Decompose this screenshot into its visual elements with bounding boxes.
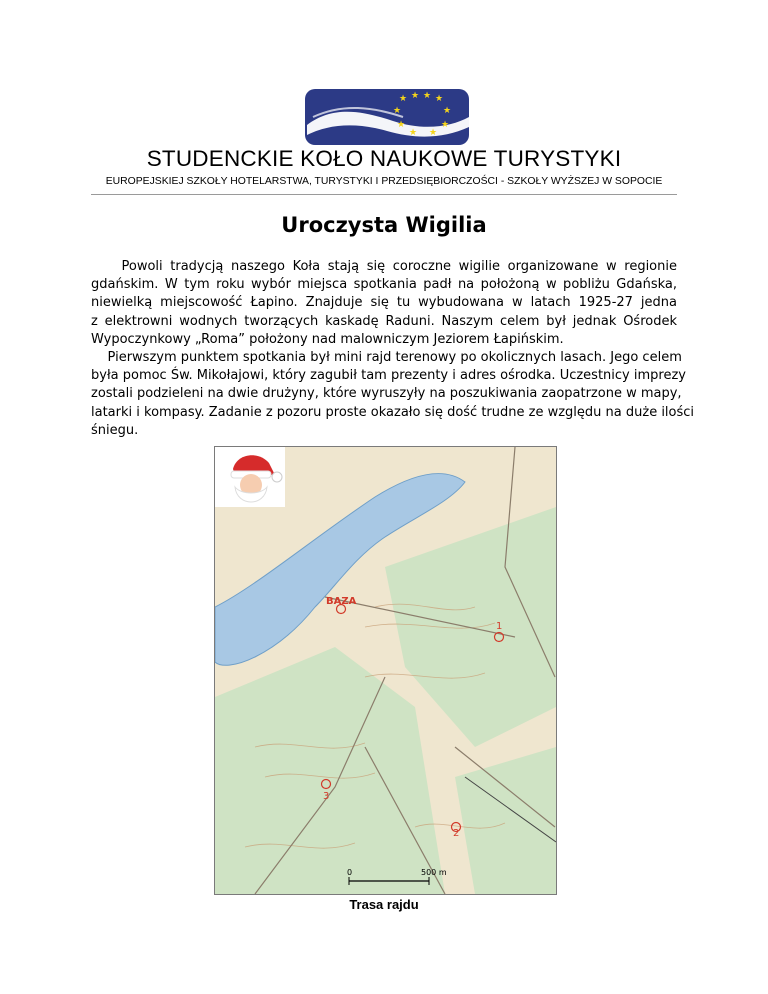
svg-text:★: ★ [423, 91, 432, 101]
svg-text:★: ★ [441, 120, 450, 130]
paragraph-line: śniegu. [91, 422, 139, 438]
svg-text:★: ★ [429, 128, 438, 138]
paragraph-line: Powoli tradycją naszego Koła stają się coroczne wigilie organizowane w regionie [91, 259, 677, 274]
paragraph-line: z elektrowni wodnych tworzących kaskadę Raduni. Naszym celem był jednak Ośrodek [91, 313, 677, 329]
svg-text:★: ★ [443, 106, 452, 116]
paragraph-line: gdańskim. W tym roku wybór miejsca spotkania padł na położoną w pobliżu Gdańska, [91, 277, 677, 293]
santa-icon [215, 447, 285, 507]
map-caption: Trasa rajdu [349, 897, 419, 912]
svg-text:★: ★ [409, 128, 418, 138]
svg-text:★: ★ [435, 94, 444, 104]
point-3-label: 3 [323, 791, 330, 802]
point-1-label: 1 [496, 621, 503, 632]
svg-text:★: ★ [393, 106, 402, 116]
header-divider [91, 194, 677, 195]
svg-text:★: ★ [397, 120, 406, 130]
paragraph-2 [91, 349, 695, 440]
route-map [214, 446, 557, 895]
org-logo [303, 87, 471, 147]
base-label: BAZA [326, 596, 357, 607]
paragraph-line: zostali podzieleni na dwie drużyny, które wyruszyły na poszukiwania zaopatrzone w mapy, [91, 386, 682, 402]
paragraph-line: Wypoczynkowy „Roma” położony nad malowniczym Jeziorem Łapińskim. [91, 331, 564, 347]
paragraph-line: niewielką miejscowość Łapino. Znajduje się tu wybudowana w latach 1925-27 jedna [91, 295, 677, 311]
org-title: STUDENCKIE KOŁO NAUKOWE TURYSTYKI [146, 146, 622, 171]
paragraph-line: była pomoc Św. Mikołajowi, który zagubił tam prezenty i adres ośrodka. Uczestnicy imprezy [91, 368, 686, 384]
page-title: Uroczysta Wigilia [281, 213, 487, 237]
svg-text:★: ★ [411, 91, 420, 101]
org-subtitle: EUROPEJSKIEJ SZKOŁY HOTELARSTWA, TURYSTYKI I PRZEDSIĘBIORCZOŚCI - SZKOŁY WYŻSZEJ W SOPOCIE [105, 176, 663, 187]
point-2-label: 2 [453, 828, 460, 839]
scale-end-label: 500 m [421, 868, 447, 877]
paragraph-line: Pierwszym punktem spotkania był mini rajd terenowy po okolicznych lasach. Jego celem [91, 350, 682, 365]
paragraph-1 [91, 258, 677, 349]
svg-text:★: ★ [399, 94, 408, 104]
paragraph-line: latarki i kompasy. Zadanie z pozoru proste okazało się dość trudne ze względu na duże ilości [91, 404, 695, 420]
scale-zero-label: 0 [347, 868, 353, 877]
